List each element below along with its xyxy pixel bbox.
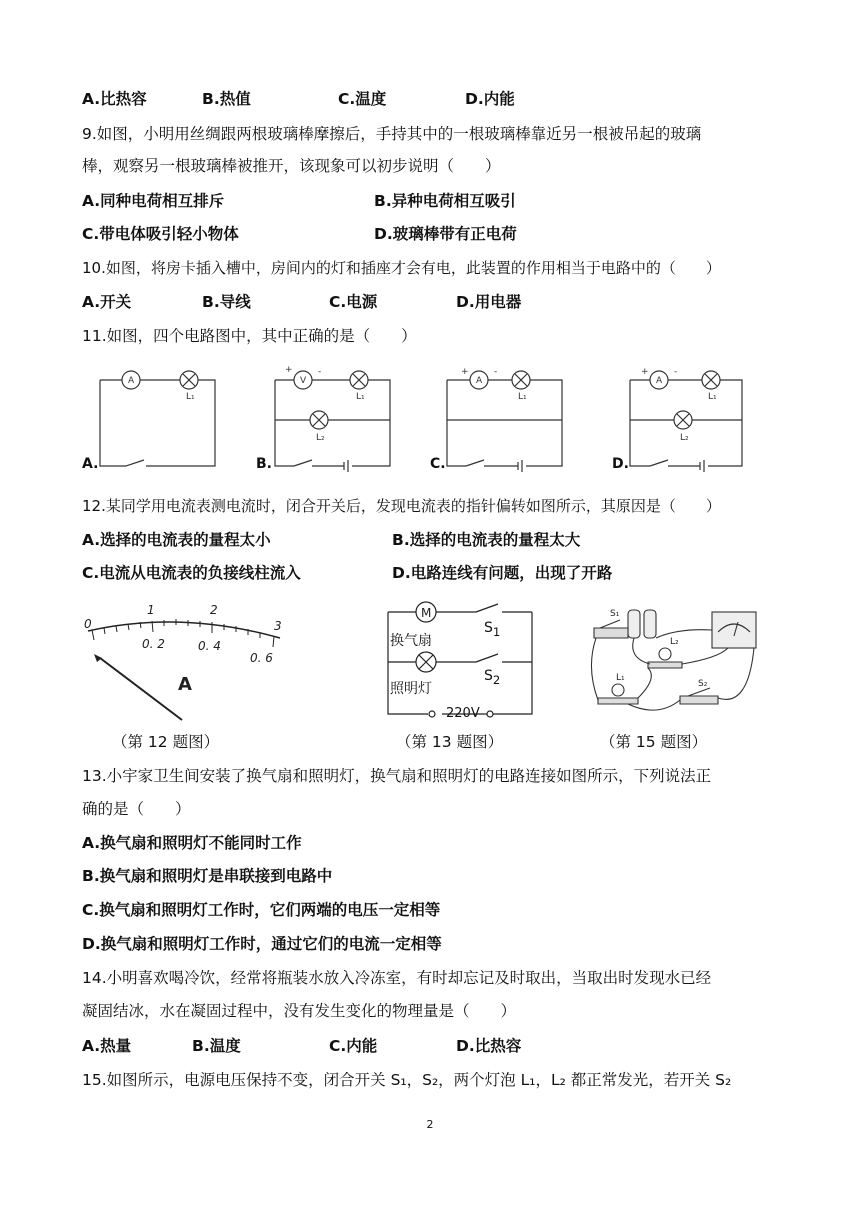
q13-option-d: D.换气扇和照明灯工作时，通过它们的电流一定相等 <box>82 935 442 953</box>
q8-option-a: A.比热容 <box>82 90 147 108</box>
q11-circuit-diagrams <box>80 362 760 474</box>
q9-option-c: C.带电体吸引轻小物体 <box>82 225 239 243</box>
ammeter-dial-figure <box>80 596 290 724</box>
fan-light-circuit-figure <box>380 596 540 724</box>
voltage-label: 220V <box>446 706 480 721</box>
svg-text:1: 1 <box>147 603 155 617</box>
q14-stem-line1: 14.小明喜欢喝冷饮，经常将瓶装水放入冷冻室，有时却忘记及时取出，当取出时发现水已经 <box>82 969 712 987</box>
q10-stem: 10.如图，将房卡插入槽中，房间内的灯和插座才会有电，此装置的作用相当于电路中的（ ） <box>82 259 721 277</box>
q11-label-b: B. <box>256 456 272 472</box>
svg-text:L₁: L₁ <box>616 673 625 683</box>
q12-option-c: C.电流从电流表的负接线柱流入 <box>82 564 301 582</box>
svg-text:S₁: S₁ <box>610 609 620 619</box>
q14-stem-line2: 凝固结冰，水在凝固过程中，没有发生变化的物理量是（ ） <box>82 1002 517 1020</box>
q12-option-a: A.选择的电流表的量程太小 <box>82 531 271 549</box>
svg-text:V: V <box>300 376 307 386</box>
q12-option-d: D.电路连线有问题，出现了开路 <box>392 564 613 582</box>
q14-option-b: B.温度 <box>192 1037 241 1055</box>
svg-text:+: + <box>285 365 293 375</box>
svg-text:L₁: L₁ <box>356 392 365 402</box>
q13-stem-line2: 确的是（ ） <box>82 800 191 818</box>
svg-text:L₁: L₁ <box>708 392 717 402</box>
q9-option-d: D.玻璃棒带有正电荷 <box>374 225 517 243</box>
q11-stem: 11.如图，四个电路图中，其中正确的是（ ） <box>82 327 417 345</box>
svg-text:3: 3 <box>274 619 282 633</box>
svg-text:A: A <box>476 376 483 386</box>
q9-option-a: A.同种电荷相互排斥 <box>82 192 225 210</box>
q9-stem-line2: 棒，观察另一根玻璃棒被推开，该现象可以初步说明（ ） <box>82 157 501 175</box>
q10-option-a: A.开关 <box>82 293 132 311</box>
svg-text:A: A <box>178 674 192 695</box>
q10-option-d: D.用电器 <box>456 293 522 311</box>
q13-option-c: C.换气扇和照明灯工作时，它们两端的电压一定相等 <box>82 901 441 919</box>
q10-option-b: B.导线 <box>202 293 251 311</box>
svg-text:A: A <box>656 376 663 386</box>
q8-option-d: D.内能 <box>465 90 515 108</box>
svg-text:0. 4: 0. 4 <box>198 639 221 653</box>
physical-circuit-figure <box>588 598 768 724</box>
q11-label-c: C. <box>430 456 446 472</box>
svg-text:2: 2 <box>210 603 218 617</box>
svg-text:L₂: L₂ <box>316 433 325 443</box>
q11-label-d: D. <box>612 456 629 472</box>
fig15-caption: （第 15 题图） <box>600 733 708 751</box>
q8-option-c: C.温度 <box>338 90 387 108</box>
svg-text:0. 2: 0. 2 <box>142 637 165 651</box>
svg-text:L₁: L₁ <box>186 392 195 402</box>
svg-text:L₂: L₂ <box>670 637 679 647</box>
q14-option-a: A.热量 <box>82 1037 132 1055</box>
q15-stem-line1: 15.如图所示，电源电压保持不变，闭合开关 S₁，S₂，两个灯泡 L₁，L₂ 都正常发光，若开关 S₂ <box>82 1071 732 1089</box>
svg-text:L₁: L₁ <box>518 392 527 402</box>
q12-stem: 12.某同学用电流表测电流时，闭合开关后，发现电流表的指针偏转如图所示，其原因是（ ） <box>82 497 721 515</box>
q13-option-a: A.换气扇和照明灯不能同时工作 <box>82 834 302 852</box>
svg-text:-: - <box>318 367 322 377</box>
q11-label-a: A. <box>82 456 99 472</box>
q9-stem-line1: 9.如图，小明用丝绸跟两根玻璃棒摩擦后，手持其中的一根玻璃棒靠近另一根被吊起的玻璃 <box>82 125 702 143</box>
svg-text:L₂: L₂ <box>680 433 689 443</box>
q13-option-b: B.换气扇和照明灯是串联接到电路中 <box>82 867 333 885</box>
svg-text:-: - <box>674 367 678 377</box>
light-label: 照明灯 <box>390 681 432 697</box>
switch-s1-label: $S_1$ <box>484 620 501 639</box>
svg-text:0: 0 <box>84 617 92 631</box>
svg-text:S₂: S₂ <box>698 679 708 689</box>
page-number: 2 <box>426 1118 434 1131</box>
fig13-caption: （第 13 题图） <box>396 733 504 751</box>
q12-option-b: B.选择的电流表的量程太大 <box>392 531 581 549</box>
svg-text:A: A <box>128 376 135 386</box>
svg-text:+: + <box>461 367 469 377</box>
q14-option-d: D.比热容 <box>456 1037 522 1055</box>
q9-option-b: B.异种电荷相互吸引 <box>374 192 516 210</box>
svg-text:+: + <box>641 367 649 377</box>
q14-option-c: C.内能 <box>329 1037 378 1055</box>
fig12-caption: （第 12 题图） <box>112 733 220 751</box>
svg-text:M: M <box>421 606 432 620</box>
q10-option-c: C.电源 <box>329 293 378 311</box>
switch-s2-label: $S_2$ <box>484 668 501 687</box>
svg-text:0. 6: 0. 6 <box>250 651 273 665</box>
svg-text:-: - <box>494 367 498 377</box>
q8-option-b: B.热值 <box>202 90 251 108</box>
q13-stem-line1: 13.小宇家卫生间安装了换气扇和照明灯，换气扇和照明灯的电路连接如图所示，下列说法正 <box>82 767 712 785</box>
fan-label: 换气扇 <box>390 633 432 649</box>
